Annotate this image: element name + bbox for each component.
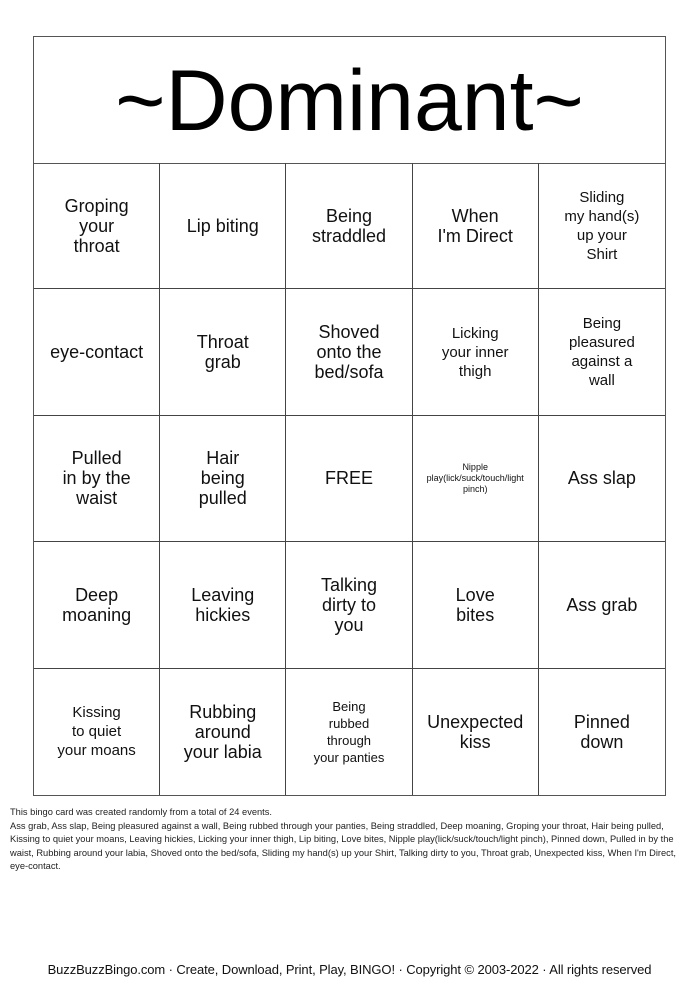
bingo-card (33, 36, 666, 796)
bingo-cell: Pinned down (573, 711, 630, 752)
bingo-cell: Groping your throat (34, 163, 160, 289)
bingo-cell: Hair being pulled (160, 416, 286, 542)
bingo-cell: Talking dirty to you (286, 542, 412, 668)
bingo-cell: Throat grab (160, 289, 286, 415)
bingo-cell: Licking your inner thigh (413, 289, 539, 415)
bingo-cell: Rubbing around your labia (160, 669, 286, 795)
card-info (10, 806, 690, 874)
bingo-cell: Being straddled (286, 163, 412, 289)
bingo-cell: Leaving hickies (160, 542, 286, 668)
bingo-cell: eye-contact (34, 289, 160, 415)
card-title: ~Dominant~ (115, 53, 584, 149)
bingo-cell: Being pleasured against a wall (539, 289, 665, 415)
bingo-cell: Ass slap (539, 416, 665, 542)
events-list: Ass grab, Ass slap, Being pleasured against a wall, Being rubbed through your panties, Being straddled, Deep moaning, Groping your throat, Hair being pulled, Kissing to quiet your moans, Leaving hickies, Licking your inner thigh, Lip biting, Love bites, Nipple play(lick/suck/touch/light pinch), Pinned down, Pulled in by the waist, Rubbing around your labia, Shoved onto the bed/sofa, Sliding my hand(s) up your Shirt, Talking dirty to you, Throat grab, Unexpected kiss, When I'm Direct, eye-contact. (10, 820, 676, 872)
bingo-cell: Love bites (413, 542, 539, 668)
bingo-cell: Shoved onto the bed/sofa (286, 289, 412, 415)
bingo-grid (34, 163, 665, 795)
card-title-box (34, 37, 665, 164)
free-space-cell: FREE (286, 416, 412, 542)
bingo-cell: Lip biting (160, 163, 286, 289)
bingo-cell: Being rubbed through your panties (286, 669, 412, 795)
bingo-cell: Deep moaning (34, 542, 160, 668)
bingo-cell: When I'm Direct (413, 163, 539, 289)
bingo-cell: Nipple play(lick/suck/touch/light pinch) (413, 416, 539, 542)
bingo-cell: Pulled in by the waist (34, 416, 160, 542)
bingo-cell: Unexpected kiss (413, 669, 539, 795)
bingo-cell: Ass grab (539, 542, 665, 668)
bingo-cell: Kissing to quiet your moans (34, 669, 160, 795)
bingo-cell: Sliding my hand(s) up your Shirt (539, 163, 665, 289)
card-summary: This bingo card was created randomly from a total of 24 events. (10, 807, 272, 817)
footer-copyright: BuzzBuzzBingo.com · Create, Download, Print, Play, BINGO! · Copyright © 2003-2022 · All rights reserved (47, 962, 652, 977)
